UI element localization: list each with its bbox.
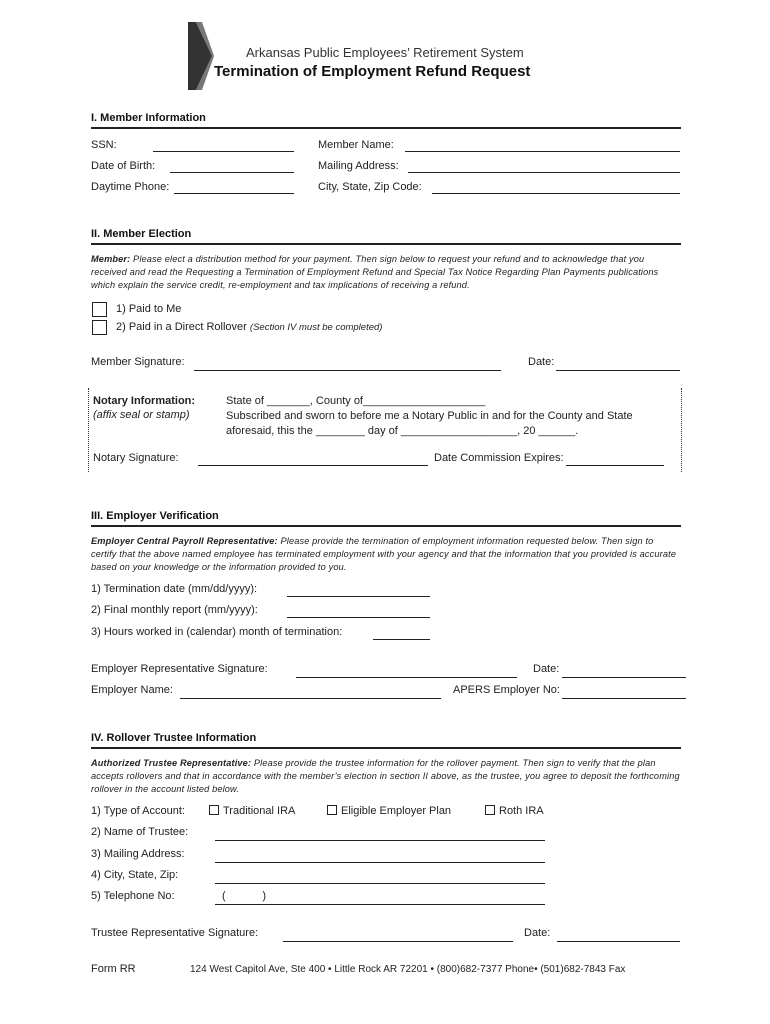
direct-rollover-label	[116, 321, 382, 333]
trustee-date-field[interactable]	[557, 941, 680, 942]
employer-signature-field[interactable]	[296, 677, 517, 678]
daytime-phone-field[interactable]	[174, 193, 294, 194]
ssn-label: SSN:	[91, 139, 117, 151]
hours-worked-field[interactable]	[373, 639, 430, 640]
election-text: Please elect a distribution method for your payment. Then sign below to request your refund and to acknowledge that you received and read the Requesting a Termination of Employment Refund and Special Tax Notice Regarding Plan Payments publications which explain the service credit, re-employment and tax implications of receiving a refund.	[91, 254, 659, 290]
trustee-date-label: Date:	[524, 927, 551, 939]
employer-date-field[interactable]	[562, 677, 686, 678]
apers-logo	[188, 22, 214, 92]
footer-address: 124 West Capitol Ave, Ste 400 • Little Rock AR 72201 • (800)682-7377 Phone• (501)682-7843 Fax	[190, 964, 626, 975]
section-rule	[91, 243, 681, 245]
org-name: Arkansas Public Employees’ Retirement System	[246, 45, 524, 60]
employer-name-label: Employer Name:	[91, 684, 173, 696]
trustee-phone-label: 5) Telephone No:	[91, 890, 175, 902]
paid-to-me-label: 1) Paid to Me	[116, 303, 182, 315]
city-state-zip-label: City, State, Zip Code:	[318, 181, 422, 193]
trustee-city-label: 4) City, State, Zip:	[91, 869, 179, 881]
notary-title: Notary Information:	[93, 395, 196, 407]
member-date-label: Date:	[528, 356, 555, 368]
trustee-name-field[interactable]	[215, 840, 545, 841]
section-rule	[91, 525, 681, 527]
roth-ira-checkbox[interactable]	[485, 805, 495, 815]
traditional-ira-label: Traditional IRA	[223, 805, 296, 817]
trustee-signature-field[interactable]	[283, 941, 513, 942]
notary-line-3: aforesaid, this the ________ day of ___________________, 20 ______.	[226, 425, 579, 437]
final-report-field[interactable]	[287, 617, 430, 618]
section-member-information: I. Member Information	[91, 112, 206, 124]
trustee-instructions	[91, 757, 681, 796]
employer-date-label: Date:	[533, 663, 560, 675]
member-signature-field[interactable]	[194, 370, 501, 371]
form-id: Form RR	[91, 963, 136, 975]
commission-expires-label: Date Commission Expires:	[434, 452, 564, 464]
trustee-phone-area-code: ( )	[222, 890, 266, 902]
member-name-field[interactable]	[405, 151, 680, 152]
hours-worked-label: 3) Hours worked in (calendar) month of termination:	[91, 626, 343, 638]
trustee-name-label: 2) Name of Trustee:	[91, 826, 189, 838]
employer-lead: Employer Central Payroll Representative:	[91, 536, 278, 546]
trustee-text: Please provide the trustee information for the rollover payment. Then sign to verify that the plan accepts rollovers and that in accordance with the member’s election in section II above, as the trustee, you agree to deposit the forthcoming rollover in the account listed below.	[91, 758, 680, 794]
member-name-label: Member Name:	[318, 139, 394, 151]
notary-note: (affix seal or stamp)	[93, 409, 190, 421]
employer-text: Please provide the termination of employment information requested below. Then sign to certify that the above named employee has terminated employment with your agency and that the information that you provided is accurate based on your knowledge or the information provided to you.	[91, 536, 677, 572]
commission-expires-field[interactable]	[566, 465, 664, 466]
section-employer-verification: III. Employer Verification	[91, 510, 219, 522]
mailing-address-label: Mailing Address:	[318, 160, 399, 172]
apers-employer-no-field[interactable]	[562, 698, 686, 699]
direct-rollover-checkbox[interactable]	[92, 320, 107, 335]
employer-name-field[interactable]	[180, 698, 441, 699]
election-lead: Member:	[91, 254, 131, 264]
dob-field[interactable]	[170, 172, 294, 173]
notary-line-2: Subscribed and sworn to before me a Notary Public in and for the County and State	[226, 410, 633, 422]
ssn-field[interactable]	[153, 151, 294, 152]
roth-ira-label: Roth IRA	[499, 805, 544, 817]
member-signature-label: Member Signature:	[91, 356, 185, 368]
employer-signature-label: Employer Representative Signature:	[91, 663, 268, 675]
trustee-lead: Authorized Trustee Representative:	[91, 758, 252, 768]
notary-line-1: State of _______, County of____________________	[226, 395, 486, 407]
page-title: Termination of Employment Refund Request	[214, 63, 531, 80]
final-report-label: 2) Final monthly report (mm/yyyy):	[91, 604, 258, 616]
mailing-address-field[interactable]	[408, 172, 680, 173]
dob-label: Date of Birth:	[91, 160, 156, 172]
section-rule	[91, 127, 681, 129]
eligible-employer-plan-checkbox[interactable]	[327, 805, 337, 815]
trustee-phone-field[interactable]	[215, 904, 545, 905]
termination-date-label: 1) Termination date (mm/dd/yyyy):	[91, 583, 258, 595]
notary-signature-label: Notary Signature:	[93, 452, 179, 464]
apers-employer-no-label: APERS Employer No:	[453, 684, 560, 696]
section-rollover-trustee: IV. Rollover Trustee Information	[91, 732, 257, 744]
trustee-mailing-label: 3) Mailing Address:	[91, 848, 185, 860]
trustee-city-field[interactable]	[215, 883, 545, 884]
section-rule	[91, 747, 681, 749]
trustee-signature-label: Trustee Representative Signature:	[91, 927, 259, 939]
employer-instructions	[91, 535, 681, 574]
traditional-ira-option[interactable]	[209, 805, 295, 817]
section-member-election: II. Member Election	[91, 228, 192, 240]
eligible-employer-plan-label: Eligible Employer Plan	[341, 805, 452, 817]
direct-rollover-note: (Section IV must be completed)	[249, 322, 383, 333]
daytime-phone-label: Daytime Phone:	[91, 181, 170, 193]
direct-rollover-text: 2) Paid in a Direct Rollover	[116, 321, 247, 333]
account-type-label: 1) Type of Account:	[91, 805, 185, 817]
trustee-mailing-field[interactable]	[215, 862, 545, 863]
member-date-field[interactable]	[556, 370, 680, 371]
election-instructions	[91, 253, 681, 292]
city-state-zip-field[interactable]	[432, 193, 680, 194]
notary-signature-field[interactable]	[198, 465, 428, 466]
eligible-employer-plan-option[interactable]	[327, 805, 451, 817]
traditional-ira-checkbox[interactable]	[209, 805, 219, 815]
paid-to-me-checkbox[interactable]	[92, 302, 107, 317]
roth-ira-option[interactable]	[485, 805, 544, 817]
termination-date-field[interactable]	[287, 596, 430, 597]
